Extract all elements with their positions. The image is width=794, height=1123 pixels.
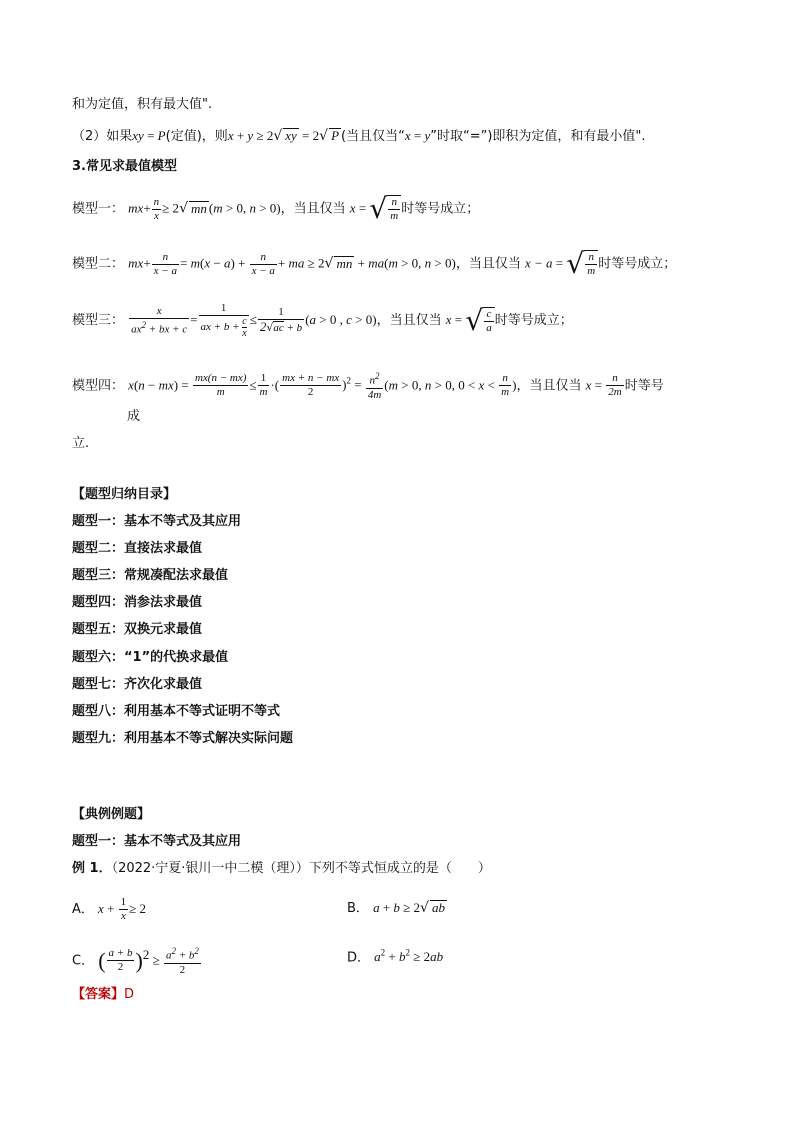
intro-line-2: （2）如果xy = P(定值)，则x + y ≥ 2√ xy = 2√ P (当且仅当“x = y”时取“=”)即积为定值，和有最小值".	[72, 128, 646, 144]
toc-item: 题型七：齐次化求最值	[72, 677, 203, 692]
option-c: C． ( $\frac{a + b}{2}$ )$^2$ ≥ $\frac{a^2 + b^2}{2}$	[72, 946, 199, 976]
model-1: 模型一： mx+ $\frac{n}{x}$ ≥ 2√ mn (m > 0, n > 0)，当且仅当 x = √ $\frac{n}{m}$ 时等号成立；	[72, 192, 480, 225]
option-b: B． a + b ≥ 2√ ab	[347, 900, 445, 916]
intro-line-1: 和为定值，积有最大值".	[72, 97, 213, 112]
toc-item: 题型九：利用基本不等式解决实际问题	[72, 731, 294, 746]
toc-item: 题型三：常规凑配法求最值	[72, 568, 229, 583]
model-4: 模型四： x(n − mx) = $\frac{mx(n - mx)}{m}$ ≤ $\frac{1}{m}$ ·( $\frac{mx + n - mx}{2}$ )$^2$ = $\frac{n^2}{4m}$ (m > 0, n > 0, 0 < x < $\frac{n}{m}$ )，当且仅当 x = $\frac{n}{2m}$ 时等号	[72, 371, 664, 401]
toc-item: 题型一：基本不等式及其应用	[72, 514, 242, 529]
toc-item: 题型四：消参法求最值	[72, 595, 203, 610]
examples-heading: 【典例例题】	[72, 807, 151, 822]
option-d: D． $a^2 + b^2 \ge 2ab$	[347, 948, 444, 966]
toc-item: 题型五：双换元求最值	[72, 622, 203, 637]
model-4-cont-1: 成	[127, 409, 141, 424]
toc-heading: 【题型归纳目录】	[72, 487, 177, 502]
model-2: 模型二： mx+ $\frac{n}{x - a}$ = m(x − a) + $\frac{n}{x - a}$ + ma ≥ 2√ mn + ma(m > 0, n > 0)，当且仅当 x − a = √ $\frac{n}{m}$ 时等号成立；	[72, 247, 677, 280]
answer: 【答案】D	[72, 987, 135, 1002]
toc-item: 题型八：利用基本不等式证明不等式	[72, 704, 281, 719]
model-3: 模型三： $\frac{x}{ax^2 + bx + c}$ = 1 ax + b + $\frac{c}{x}$ ≤ $\frac{1}{2√ac + b}$ (a > 0 , c > 0)，当且仅当 x = √ $\frac{c}{a}$ 时等号成立；	[72, 302, 573, 339]
option-a: A． x + $\frac{1}{x}$ ≥ 2	[72, 896, 147, 922]
example-1-question: 例 1．（2022·宁夏·银川一中二模（理））下列不等式恒成立的是（ ）	[72, 861, 491, 876]
toc-item: 题型二：直接法求最值	[72, 541, 203, 556]
type-1-heading: 题型一：基本不等式及其应用	[72, 834, 242, 849]
section-heading: 3.常见求最值模型	[72, 159, 177, 174]
toc-item: 题型六：“1”的代换求最值	[72, 650, 229, 665]
model-4-cont-2: 立.	[72, 436, 90, 451]
